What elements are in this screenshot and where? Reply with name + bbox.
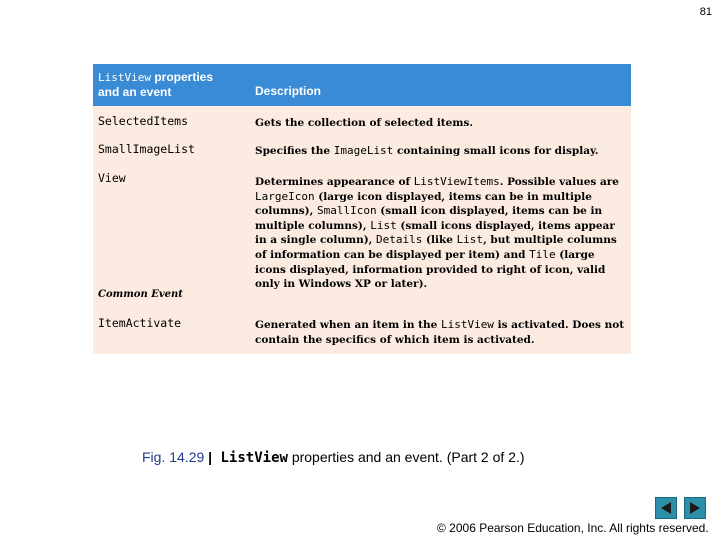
code-term: ListView [440,318,494,331]
description-text: containing small icons for display. [393,145,599,157]
description-text: Gets the collection of selected items. [255,117,474,129]
figure-caption [142,449,525,466]
page-number: 81 [699,6,712,18]
description-text: is activated. Does not contain the specifics of which item is activated. [255,319,625,346]
event-section-label: Common Event [98,289,183,300]
code-term: SmallIcon [316,204,377,218]
header-prop-line2: and an event [98,85,172,99]
header-prop-mono: ListView [98,71,151,84]
description-text: (large icons displayed, information provided to right of icon, valid only in Windows XP or later). [255,248,606,291]
code-term: ImageList [333,144,394,157]
property-description [255,144,625,159]
property-name: View [98,171,126,185]
description-text: , but multiple columns of information can be displayed per item) and [255,234,617,261]
header-prop-rest: properties [150,70,213,84]
event-name: ItemActivate [98,316,182,330]
caption-fig-label: Fig. 14.29 [142,449,209,465]
property-name: SmallImageList [98,142,195,156]
description-text: (small icons displayed, items appear in a single column), [255,219,615,247]
description-text: (large icon displayed, items can be in multiple columns), [255,190,592,218]
next-slide-button[interactable] [684,497,706,519]
description-text: (small icon displayed, items can be in multiple columns), [255,205,603,232]
caption-separator: | [208,449,213,465]
code-term: List [456,233,484,247]
event-description [255,318,625,347]
code-term: LargeIcon [255,189,315,203]
triangle-right-icon [688,501,702,515]
description-text: . Possible values are [499,176,619,188]
caption-rest: properties and an event. (Part 2 of 2.) [287,449,525,465]
description-text: Generated when an item in the [255,319,441,331]
code-term: List [370,218,397,232]
code-term: Tile [529,247,556,261]
properties-table [93,64,631,354]
description-text: (like [422,234,457,247]
triangle-left-icon [659,501,673,515]
header-description: Description [255,84,322,98]
property-name: SelectedItems [98,114,189,128]
property-description [255,175,625,292]
header-property-column [98,70,213,99]
description-text: Determines appearance of [255,176,414,188]
table-header [93,64,631,106]
previous-slide-button[interactable] [655,497,677,519]
description-text: Specifies the [255,145,334,157]
property-description [255,116,625,131]
caption-prop: ListView [212,450,288,466]
code-term: Details [375,233,423,247]
copyright-notice: © 2006 Pearson Education, Inc. All rights reserved. [437,521,709,535]
code-term: ListViewItems [413,175,500,188]
